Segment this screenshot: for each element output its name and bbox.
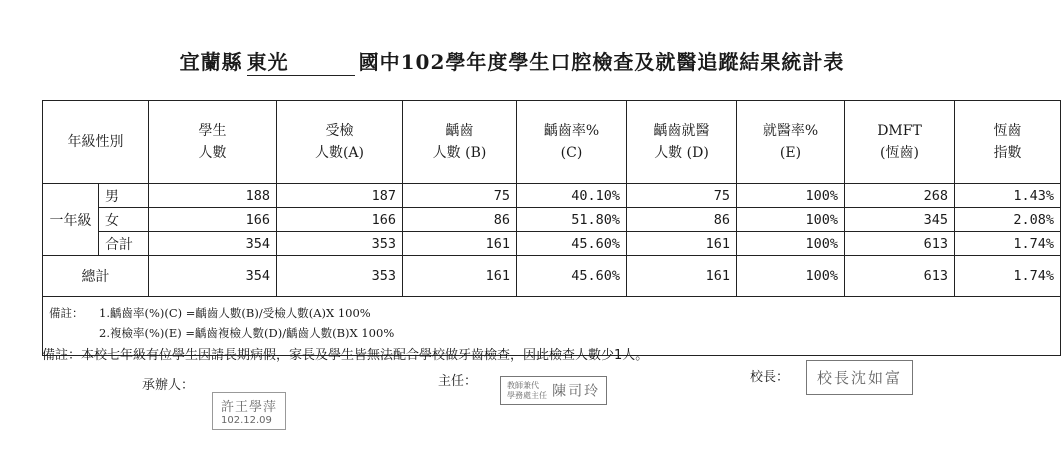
handler-stamp-date: 102.12.09 [221,415,272,426]
cell-students: 354 [149,256,277,297]
cell-examined: 353 [277,232,403,256]
sex-label: 合計 [99,232,149,256]
table-row [43,208,1061,232]
principal-label: 校長： [750,370,790,385]
cell-treat-rate: 100% [737,184,845,208]
header-examined: 受檢 人數(A) [277,101,403,184]
table-row [43,232,1061,256]
cell-caries: 161 [403,256,517,297]
header-grade-sex: 年級性別 [43,101,149,184]
remark-text: 備註：本校七年級有位學生因請長期病假，家長及學生皆無法配合學校做牙齒檢查，因此檢查人數少1人。 [42,348,649,363]
header-index: 恆齒 指數 [955,101,1061,184]
header-caries: 齲齒 人數 (B) [403,101,517,184]
title-prefix: 宜蘭縣 [179,50,243,74]
director-stamp-name: 陳司玲 [552,383,601,400]
principal-stamp: 校長沈如富 [806,360,913,395]
header-treated: 齲齒就醫 人數 (D) [627,101,737,184]
cell-caries-rate: 45.60% [517,256,627,297]
cell-dmft: 345 [845,208,955,232]
total-row [43,256,1061,297]
table-row [43,184,1061,208]
cell-examined: 353 [277,256,403,297]
director-stamp-title-1: 教師兼代 [507,380,539,390]
cell-treat-rate: 100% [737,256,845,297]
cell-treat-rate: 100% [737,232,845,256]
cell-students: 354 [149,232,277,256]
handler-stamp-name: 許王學萍 [221,400,278,415]
handler-label: 承辦人： [142,378,195,393]
cell-students: 188 [149,184,277,208]
header-row [43,101,1061,184]
notes-label: 備註： [49,306,84,320]
cell-index: 1.74% [955,232,1061,256]
title-school: 東光 [247,46,355,76]
cell-examined: 166 [277,208,403,232]
note-line-1: 1.齲齒率(%)(C) =齲齒人數(B)/受檢人數(A)X 100% [99,306,371,320]
header-treat-rate: 就醫率% (E) [737,101,845,184]
statistics-table [42,100,1061,356]
title-suffix: 國中102學年度學生口腔檢查及就醫追蹤結果統計表 [358,50,845,74]
cell-index: 2.08% [955,208,1061,232]
director-stamp-title-2: 學務處主任 [507,390,547,400]
cell-treat-rate: 100% [737,208,845,232]
total-label: 總計 [43,256,149,297]
header-caries-rate: 齲齒率% (C) [517,101,627,184]
cell-examined: 187 [277,184,403,208]
document-title [0,46,1024,76]
grade-label: 一年級 [43,184,99,256]
cell-caries: 161 [403,232,517,256]
cell-dmft: 268 [845,184,955,208]
cell-dmft: 613 [845,232,955,256]
cell-treated: 75 [627,184,737,208]
cell-treated: 161 [627,256,737,297]
director-stamp [500,376,607,405]
cell-caries-rate: 40.10% [517,184,627,208]
director-label: 主任： [438,374,478,389]
note-line-2: 2.複檢率(%)(E) =齲齒複檢人數(D)/齲齒人數(B)X 100% [99,326,395,340]
header-students: 學生 人數 [149,101,277,184]
sex-label: 男 [99,184,149,208]
handler-stamp [212,392,286,430]
cell-treated: 86 [627,208,737,232]
cell-students: 166 [149,208,277,232]
sex-label: 女 [99,208,149,232]
cell-caries-rate: 45.60% [517,232,627,256]
cell-index: 1.43% [955,184,1061,208]
cell-treated: 161 [627,232,737,256]
cell-caries: 86 [403,208,517,232]
cell-caries: 75 [403,184,517,208]
cell-caries-rate: 51.80% [517,208,627,232]
header-dmft: DMFT (恆齒) [845,101,955,184]
cell-index: 1.74% [955,256,1061,297]
cell-dmft: 613 [845,256,955,297]
